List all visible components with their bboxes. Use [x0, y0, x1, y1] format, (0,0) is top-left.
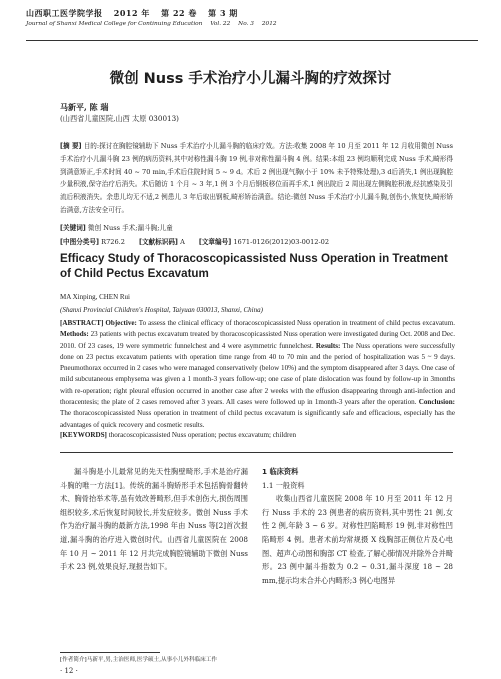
- english-keywords: [60, 431, 455, 439]
- english-abstract-label: [ABSTRACT]: [60, 319, 104, 327]
- conclusion-text: The thoracoscopicassisted Nuss operation in treatment of child pectus excavatum is significantly safe and efficacious, especially has the advantages of quick recovery and cosmetic results.: [60, 409, 455, 429]
- objective-text: To assess the clinical efficacy of thoracoscopicassisted Nuss operation in treatment of child pectus excavatum.: [138, 319, 455, 327]
- objective-label: Objective:: [105, 319, 137, 327]
- english-authors: MA Xinping, CHEN Rui: [60, 293, 131, 301]
- english-abstract: [60, 318, 455, 431]
- results-label: Results:: [315, 341, 341, 350]
- doc-code-value: A: [180, 238, 185, 246]
- journal-header: [26, 8, 478, 27]
- english-keywords-label: [KEYWORDS]: [60, 431, 107, 439]
- results-text: The Nuss operations were successfully done on 23 pectus excavatum patients with operation time range from 40 to 70 min and the period of hospitalization was 5 ~ 9 days. Pneumothorax occurred in 2 cases who were managed conservatively (below 10%) and the symptom disappeared after 3 days. One case of mild subcutaneous emphysema was given a 1 month-3 years follow-up; one case of plate dislocation was found by follow-up in 3months with re-operation; right pleural effusion occurred in another case after 2 weeks with the effusion disappearing through anti-infection and thoracentesis; the plate of 2 cases removed after 3 years. All cases were followed up in 1month-3 years after the operation.: [60, 341, 455, 407]
- classification-line: [60, 236, 453, 246]
- body-right-column: [262, 465, 453, 587]
- article-authors: 马新平, 陈 瑞: [60, 102, 109, 112]
- article-id-label: [文章编号]: [198, 238, 232, 246]
- journal-name: 山西职工医学院学报: [26, 8, 103, 18]
- abstract-label: [摘 要]: [60, 142, 82, 150]
- chinese-abstract: [60, 140, 453, 217]
- body-left-column: 漏斗胸是小儿最常见的先天性胸壁畸形,手术是治疗漏斗胸的唯一方法[1]。传统的漏斗胸矫形手术包括胸骨翻转术、胸骨抬举术等,虽有效改善畸形,但手术创伤大,损伤周围组织较多,术后恢复时间较长,并发症较多。微创 Nuss 手术作为治疗漏斗胸的最新方法,1998 年由 Nuss 等[2]首次报道,漏斗胸的治疗进入微创时代。山西省儿童医院在 2008 年 10 月 ~ 2011 年 12 月共完成胸腔镜辅助下微创 Nuss 手术 23 例,效果良好,现报告如下。: [60, 467, 248, 572]
- journal-english-volume: Vol. 22: [210, 21, 231, 27]
- footnote-rule: [60, 652, 160, 653]
- english-affiliation: (Shanxi Provincial Children's Hospital, Taiyuan 030013, Shanxi, China): [60, 306, 263, 314]
- journal-english-name: Journal of Shanxi Medical College for Continuing Education: [26, 21, 203, 27]
- journal-year: 2012 年: [113, 8, 150, 18]
- abstract-divider: [60, 452, 453, 453]
- article-affiliation: (山西省儿童医院,山西 太原 030013): [60, 114, 179, 123]
- english-keywords-text: thoracoscopicassisted Nuss operation; pectus excavatum; children: [108, 431, 297, 439]
- abstract-text: 目的:探讨在胸腔镜辅助下 Nuss 手术治疗小儿漏斗胸的临床疗效。方法:收集 2008 年 10 月至 2011 年 12 月收用微创 Nuss 手术治疗小儿漏斗胸 23 例的病历资料,其中对称性漏斗胸 19 例,非对称性漏斗胸 4 例。结果:本组 23 例均顺利完成 Nuss 手术,畸形得到满意矫正,手术时间 40 ~ 70 min,手术后住院时间 5 ~ 9 d。术后 2 例出现气胸(小于 10% 未予特殊处理),3 d后消失,1 例出现胸腔少量积液,保守治疗后消失。术后随访 1 个月 ~ 3 年,1 例 3 个月后钢板移位而再手术,1 例出院后 2 周出现左侧胸腔积液,经抗感染及引流后积液消失。余患儿均无不适,2 例患儿 3 年后取出钢板,畸形矫治满意。结论:微创 Nuss 手术治疗小儿漏斗胸,创伤小,恢复快,畸形矫治满意,方法安全可行。: [60, 142, 454, 214]
- article-id-value: 1671-0126(2012)03-0012-02: [233, 238, 330, 246]
- keywords-label: [关键词]: [60, 224, 86, 232]
- journal-issue: 第 3 期: [208, 8, 238, 18]
- clc-label: [中图分类号]: [60, 238, 99, 246]
- journal-english-year: 2012: [261, 21, 277, 27]
- clc-value: R726.2: [101, 238, 125, 246]
- chinese-keywords: [60, 222, 453, 232]
- header-rule: [26, 40, 478, 41]
- subsection-heading: 1.1 一般资料: [262, 480, 305, 490]
- journal-english-issue: No. 3: [238, 21, 254, 27]
- general-data-paragraph: 收集山西省儿童医院 2008 年 10 月至 2011 年 12 月行 Nuss 手术的 23 例患者的病历资料,其中男性 21 例,女性 2 例,年龄 3 ~ 6 岁。对称性凹陷畸形 19 例,非对称性凹陷畸形 4 例。患者术前均常规摄 X 线胸部正侧位片及心电图、超声心动图和胸部 CT 检查,了解心肺情况并除外合并畸形。23 例中漏斗指数为 0.2 ~ 0.31,漏斗深度 18 ~ 28 mm,提示均未合并心内畸形;3 例心电图异: [262, 494, 453, 585]
- conclusion-label: Conclusion:: [418, 398, 455, 407]
- section-heading: 1 临床资料: [262, 467, 299, 476]
- methods-label: Methods:: [60, 330, 89, 339]
- methods-text: 23 patients with pectus excavatum treated by thoracoscopicassisted Nuss operation were investigated during Oct. 2008 and Dec. 2010. Of 23 cases, 19 were symmetric funnelchest and 4 were asymmetric funnelchest.: [60, 330, 455, 350]
- keywords-text: 微创 Nuss 手术;漏斗胸;儿童: [87, 224, 173, 232]
- english-title: Efficacy Study of Thoracoscopicassisted Nuss Operation in Treatment of Child Pectus Excavatum: [60, 252, 448, 280]
- page-number: · 12 ·: [60, 667, 78, 675]
- article-title: 微创 Nuss 手术治疗小儿漏斗胸的疗效探讨: [109, 71, 392, 87]
- author-footnote: [作者简介]马新平,男,主治医师,医学硕士,从事小儿外科临床工作: [60, 657, 217, 663]
- doc-code-label: [文献标识码]: [138, 238, 178, 246]
- journal-volume: 第 22 卷: [161, 8, 197, 18]
